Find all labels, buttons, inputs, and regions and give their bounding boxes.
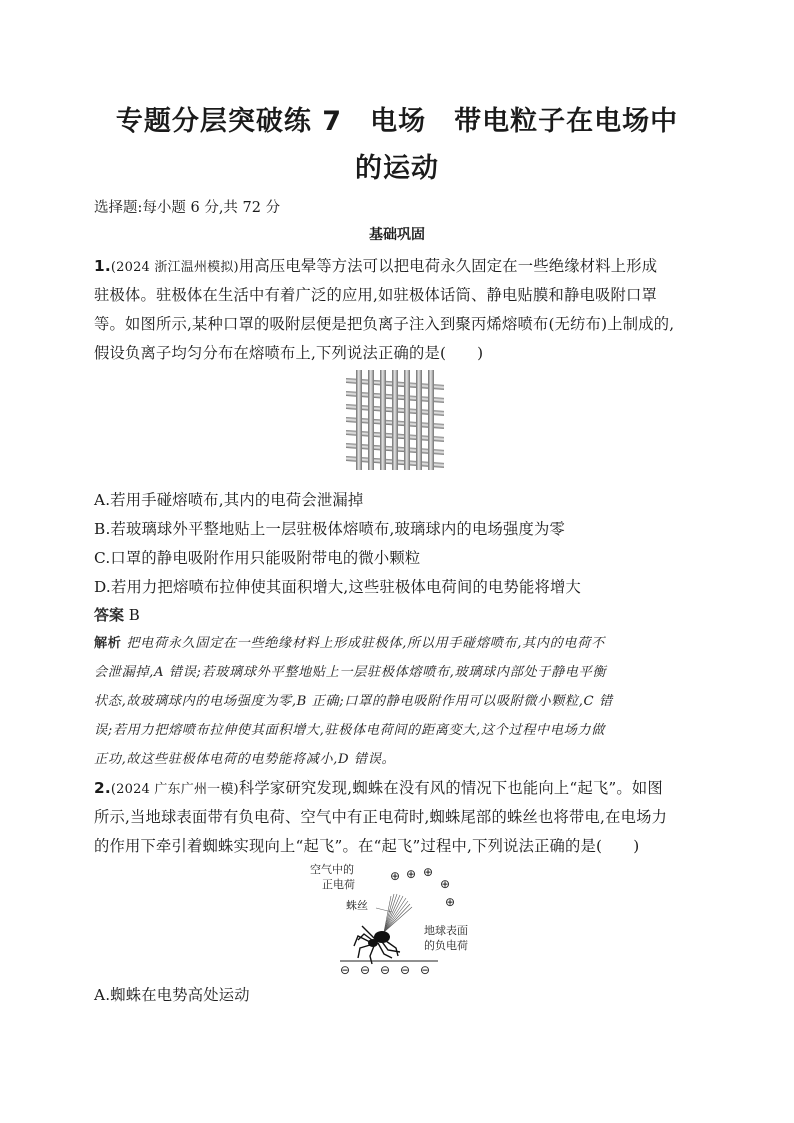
explanation-text: 把电荷永久固定在一些绝缘材料上形成驻极体,所以用手碰熔喷布,其内的电荷不: [121, 636, 605, 651]
q2-number: 2.: [94, 779, 111, 797]
negative-charge-icon: ⊖: [420, 963, 431, 977]
q1-option-c: C.口罩的静电吸附作用只能吸附带电的微小颗粒: [94, 549, 421, 567]
silk-threads: [376, 894, 412, 932]
fabric-fiber-vertical: [368, 370, 374, 470]
q2-stem-line-3: 的作用下牵引着蜘蛛实现向上“起飞”。在“起飞”过程中,下列说法正确的是( ): [94, 837, 640, 855]
q1-stem-line-1: [94, 254, 657, 280]
spider-ballooning-figure: [300, 860, 490, 978]
q1-option-b: B.若玻璃球外平整地贴上一层驻极体熔喷布,玻璃球内的电场强度为零: [94, 520, 565, 538]
page-title-line-1: 专题分层突破练 7 电场 带电粒子在电场中: [115, 106, 679, 137]
q1-explanation-line-5: 正功,故这些驻极体电荷的电势能将减小,D 错误。: [94, 752, 396, 767]
q1-stem-line-4: 假设负离子均匀分布在熔喷布上,下列说法正确的是( ): [94, 344, 484, 362]
surface-charge-label-2: 的负电荷: [424, 939, 468, 952]
q1-stem-line-3: 等。如图所示,某种口罩的吸附层便是把负离子注入到聚丙烯熔喷布(无纺布)上制成的,: [94, 315, 675, 333]
negative-charge-icon: ⊖: [380, 963, 391, 977]
positive-charge-icon: ⊕: [445, 895, 456, 909]
positive-charge-icon: ⊕: [440, 877, 451, 891]
q2-stem-text: 科学家研究发现,蜘蛛在没有风的情况下也能向上“起飞”。如图: [238, 779, 663, 797]
meltblown-fabric-figure: [346, 370, 448, 474]
positive-charge-icon: ⊕: [406, 867, 417, 881]
fabric-fiber-vertical: [428, 370, 434, 470]
air-charge-label-2: 正电荷: [322, 878, 355, 891]
q1-option-a: A.若用手碰熔喷布,其内的电荷会泄漏掉: [94, 491, 364, 509]
spider-icon: [354, 926, 400, 964]
q1-stem-line-2: 驻极体。驻极体在生活中有着广泛的应用,如驻极体话筒、静电贴膜和静电吸附口罩: [94, 286, 657, 304]
negative-charge-icon: ⊖: [400, 963, 411, 977]
q1-explanation-line-2: 会泄漏掉,A 错误;若玻璃球外平整地贴上一层驻极体熔喷布,玻璃球内部处于静电平衡: [94, 665, 607, 680]
q1-explanation-line-4: 误;若用力把熔喷布拉伸使其面积增大,驻极体电荷间的距离变大,这个过程中电场力做: [94, 723, 605, 738]
silk-label: 蛛丝: [346, 899, 368, 912]
q2-option-a: A.蜘蛛在电势高处运动: [94, 986, 250, 1004]
q2-stem-line-1: [94, 776, 663, 802]
q1-answer: [94, 603, 140, 627]
q1-number: 1.: [94, 257, 111, 275]
q1-stem-text: 用高压电晕等方法可以把电荷永久固定在一些绝缘材料上形成: [238, 257, 658, 275]
negative-charge-icon: ⊖: [360, 963, 371, 977]
explanation-label: 解析: [94, 636, 122, 651]
fabric-fiber-vertical: [380, 370, 386, 470]
fabric-fiber-vertical: [404, 370, 410, 470]
q1-explanation-line-1: [94, 632, 605, 656]
positive-charge-icon: ⊕: [423, 865, 434, 879]
q1-option-d: D.若用力把熔喷布拉伸使其面积增大,这些驻极体电荷间的电势能将增大: [94, 578, 581, 596]
fabric-fiber-vertical: [392, 370, 398, 470]
negative-charge-icon: ⊖: [340, 963, 351, 977]
q1-source: (2024 浙江温州模拟): [110, 260, 239, 275]
q1-explanation-line-3: 状态,故玻璃球内的电场强度为零,B 正确;口罩的静电吸附作用可以吸附微小颗粒,C 错: [94, 694, 613, 709]
fabric-fiber-vertical: [356, 370, 362, 470]
positive-charge-icon: ⊕: [390, 869, 401, 883]
air-charge-label-1: 空气中的: [310, 863, 354, 876]
page-title-line-2: 的运动: [355, 153, 439, 184]
fabric-fiber-vertical: [416, 370, 422, 470]
section-heading: 基础巩固: [369, 227, 425, 243]
q2-stem-line-2: 所示,当地球表面带有负电荷、空气中有正电荷时,蜘蛛尾部的蛛丝也将带电,在电场力: [94, 808, 668, 826]
scoring-note: 选择题:每小题 6 分,共 72 分: [94, 200, 281, 216]
answer-label: 答案: [94, 606, 125, 624]
surface-charge-label-1: 地球表面: [424, 924, 468, 937]
q2-source: (2024 广东广州一模): [110, 782, 239, 797]
answer-value: B: [124, 606, 140, 624]
